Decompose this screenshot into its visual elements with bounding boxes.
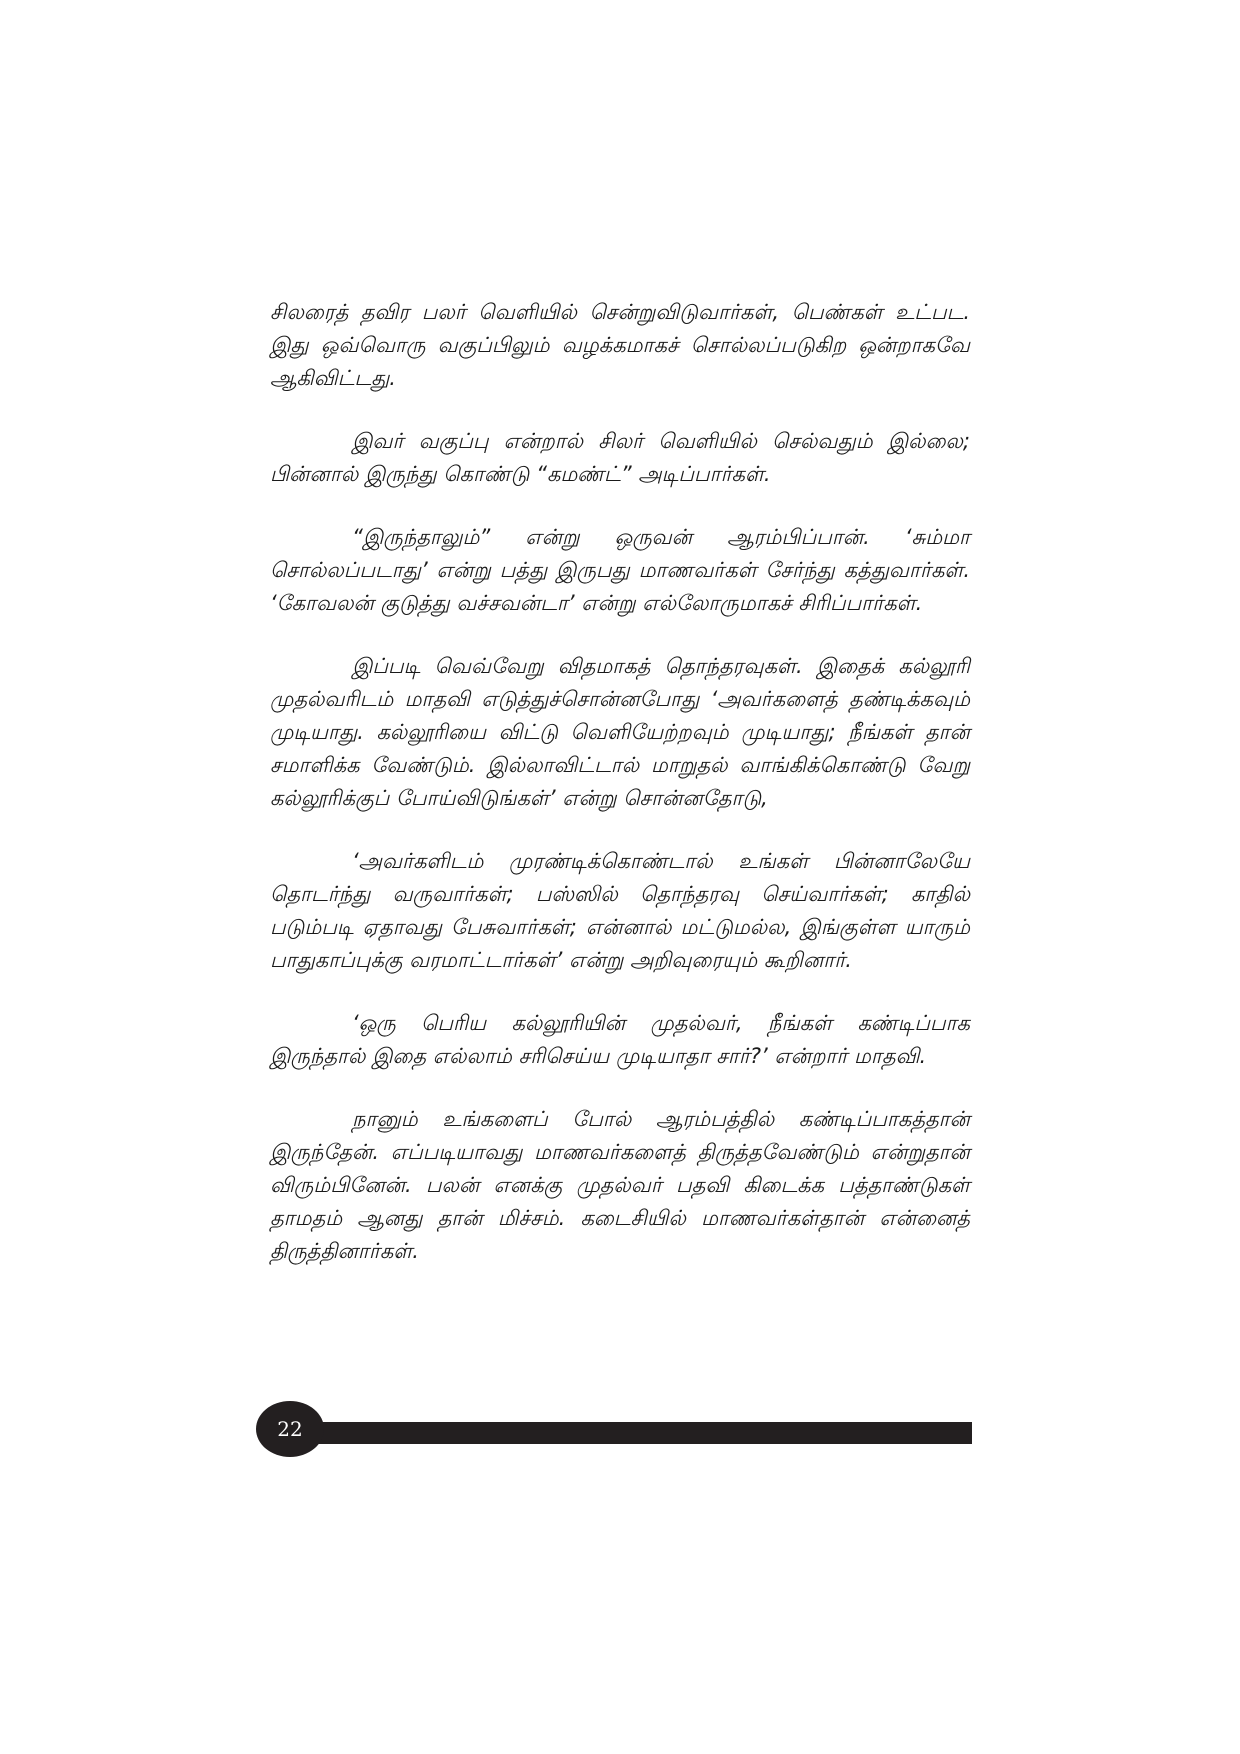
paragraph-5: ‘அவர்களிடம் முரண்டிக்கொண்டால் உங்கள் பின்னாலேயே தொடர்ந்து வருவார்கள்; பஸ்ஸில் தொந்தரவு செய்வார்கள்; காதில் படும்படி ஏதாவது பேசுவார்கள்; என்னால் மட்டுமல்ல, இங்குள்ள யாரும் பாதுகாப்புக்கு வரமாட்டார்கள்’ என்று அறிவுரையும் கூறினார். — [270, 849, 970, 972]
page-footer — [256, 1401, 972, 1461]
paragraph-4: இப்படி வெவ்வேறு விதமாகத் தொந்தரவுகள். இதைக் கல்லூரி முதல்வரிடம் மாதவி எடுத்துச்சொன்னபோது ‘அவர்களைத் தண்டிக்கவும் முடியாது. கல்லூரியை விட்டு வெளியேற்றவும் முடியாது; நீங்கள் தான் சமாளிக்க வேண்டும். இல்லாவிட்டால் மாறுதல் வாங்கிக்கொண்டு வேறு கல்லூரிக்குப் போய்விடுங்கள்’ என்று சொன்னதோடு, — [270, 654, 970, 810]
paragraph-1: சிலரைத் தவிர பலர் வெளியில் சென்றுவிடுவார்கள், பெண்கள் உட்பட. இது ஒவ்வொரு வகுப்பிலும் வழக்கமாகச் சொல்லப்படுகிற ஒன்றாகவே ஆகிவிட்டது. — [270, 300, 970, 390]
page-number-badge — [256, 1401, 324, 1457]
paragraph-6: ‘ஒரு பெரிய கல்லூரியின் முதல்வர், நீங்கள் கண்டிப்பாக இருந்தால் இதை எல்லாம் சரிசெய்ய முடியாதா சார்?’ என்றார் மாதவி. — [270, 1011, 970, 1068]
paragraph-2: இவர் வகுப்பு என்றால் சிலர் வெளியில் செல்வதும் இல்லை; பின்னால் இருந்து கொண்டு “கமண்ட்” அடிப்பார்கள். — [270, 429, 970, 486]
page-body — [270, 296, 970, 1298]
paragraph-7: நானும் உங்களைப் போல் ஆரம்பத்தில் கண்டிப்பாகத்தான் இருந்தேன். எப்படியாவது மாணவர்களைத் திருத்தவேண்டும் என்றுதான் விரும்பினேன். பலன் எனக்கு முதல்வர் பதவி கிடைக்க பத்தாண்டுகள் தாமதம் ஆனது தான் மிச்சம். கடைசியில் மாணவர்கள்தான் என்னைத் திருத்தினார்கள். — [270, 1107, 970, 1263]
page-number: 22 — [277, 1417, 303, 1441]
paragraph-3: “இருந்தாலும்” என்று ஒருவன் ஆரம்பிப்பான். ‘சும்மா சொல்லப்படாது’ என்று பத்து இருபது மாணவர்கள் சேர்ந்து கத்துவார்கள். ‘கோவலன் குடுத்து வச்சவன்டா’ என்று எல்லோருமாகச் சிரிப்பார்கள். — [270, 525, 970, 615]
footer-rule — [296, 1422, 972, 1444]
